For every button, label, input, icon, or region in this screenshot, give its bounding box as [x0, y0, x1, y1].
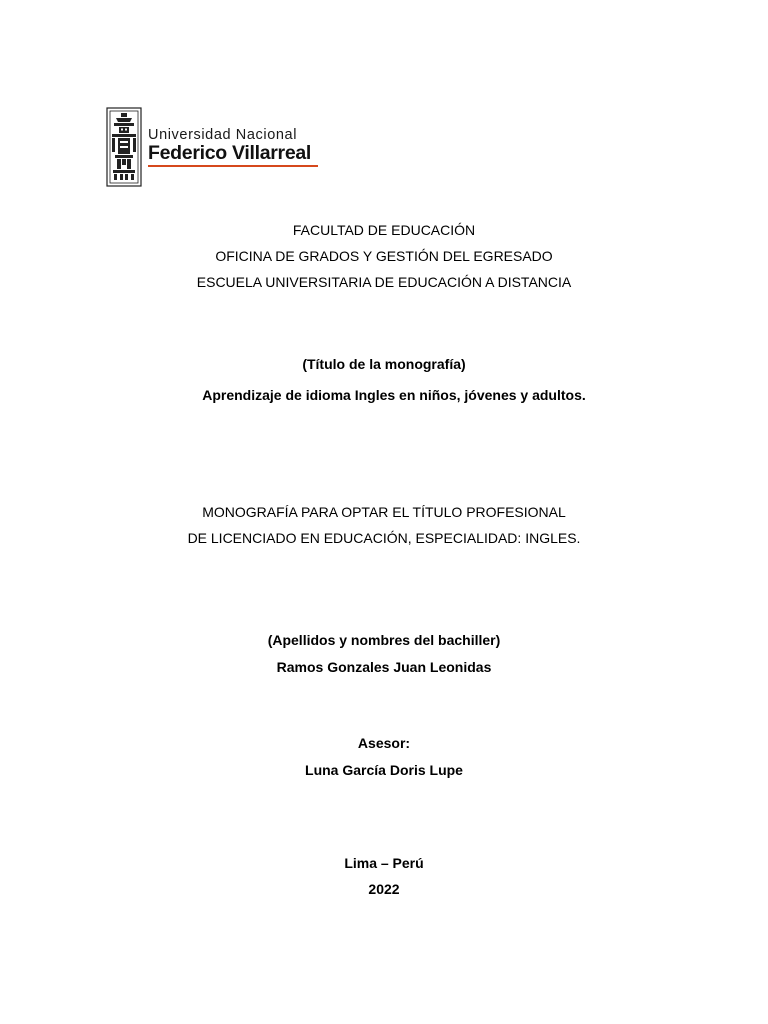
monograph-title: Aprendizaje de idioma Ingles en niños, jóvenes y adultos.: [202, 387, 586, 403]
logo-university-name-line1: Universidad Nacional: [148, 127, 298, 143]
university-logo: [106, 107, 322, 189]
logo-accent-line: [148, 165, 318, 167]
place-line: Lima – Perú: [344, 855, 424, 871]
office-heading: OFICINA DE GRADOS Y GESTIÓN DEL EGRESADO: [215, 248, 553, 264]
title-label: (Título de la monografía): [302, 356, 466, 372]
school-heading: ESCUELA UNIVERSITARIA DE EDUCACIÓN A DISTANCIA: [196, 274, 572, 290]
degree-line-1: MONOGRAFÍA PARA OPTAR EL TÍTULO PROFESIONAL: [202, 504, 566, 520]
author-label: (Apellidos y nombres del bachiller): [267, 632, 501, 648]
year-line: 2022: [368, 881, 400, 897]
university-emblem-icon: [106, 107, 142, 187]
advisor-name: Luna García Doris Lupe: [305, 762, 463, 778]
logo-university-name-line2: Federico Villarreal: [148, 142, 312, 164]
advisor-label: Asesor:: [357, 735, 411, 751]
degree-line-2: DE LICENCIADO EN EDUCACIÓN, ESPECIALIDAD: INGLES.: [187, 530, 581, 546]
faculty-heading: FACULTAD DE EDUCACIÓN: [292, 222, 476, 238]
author-name: Ramos Gonzales Juan Leonidas: [276, 659, 492, 675]
